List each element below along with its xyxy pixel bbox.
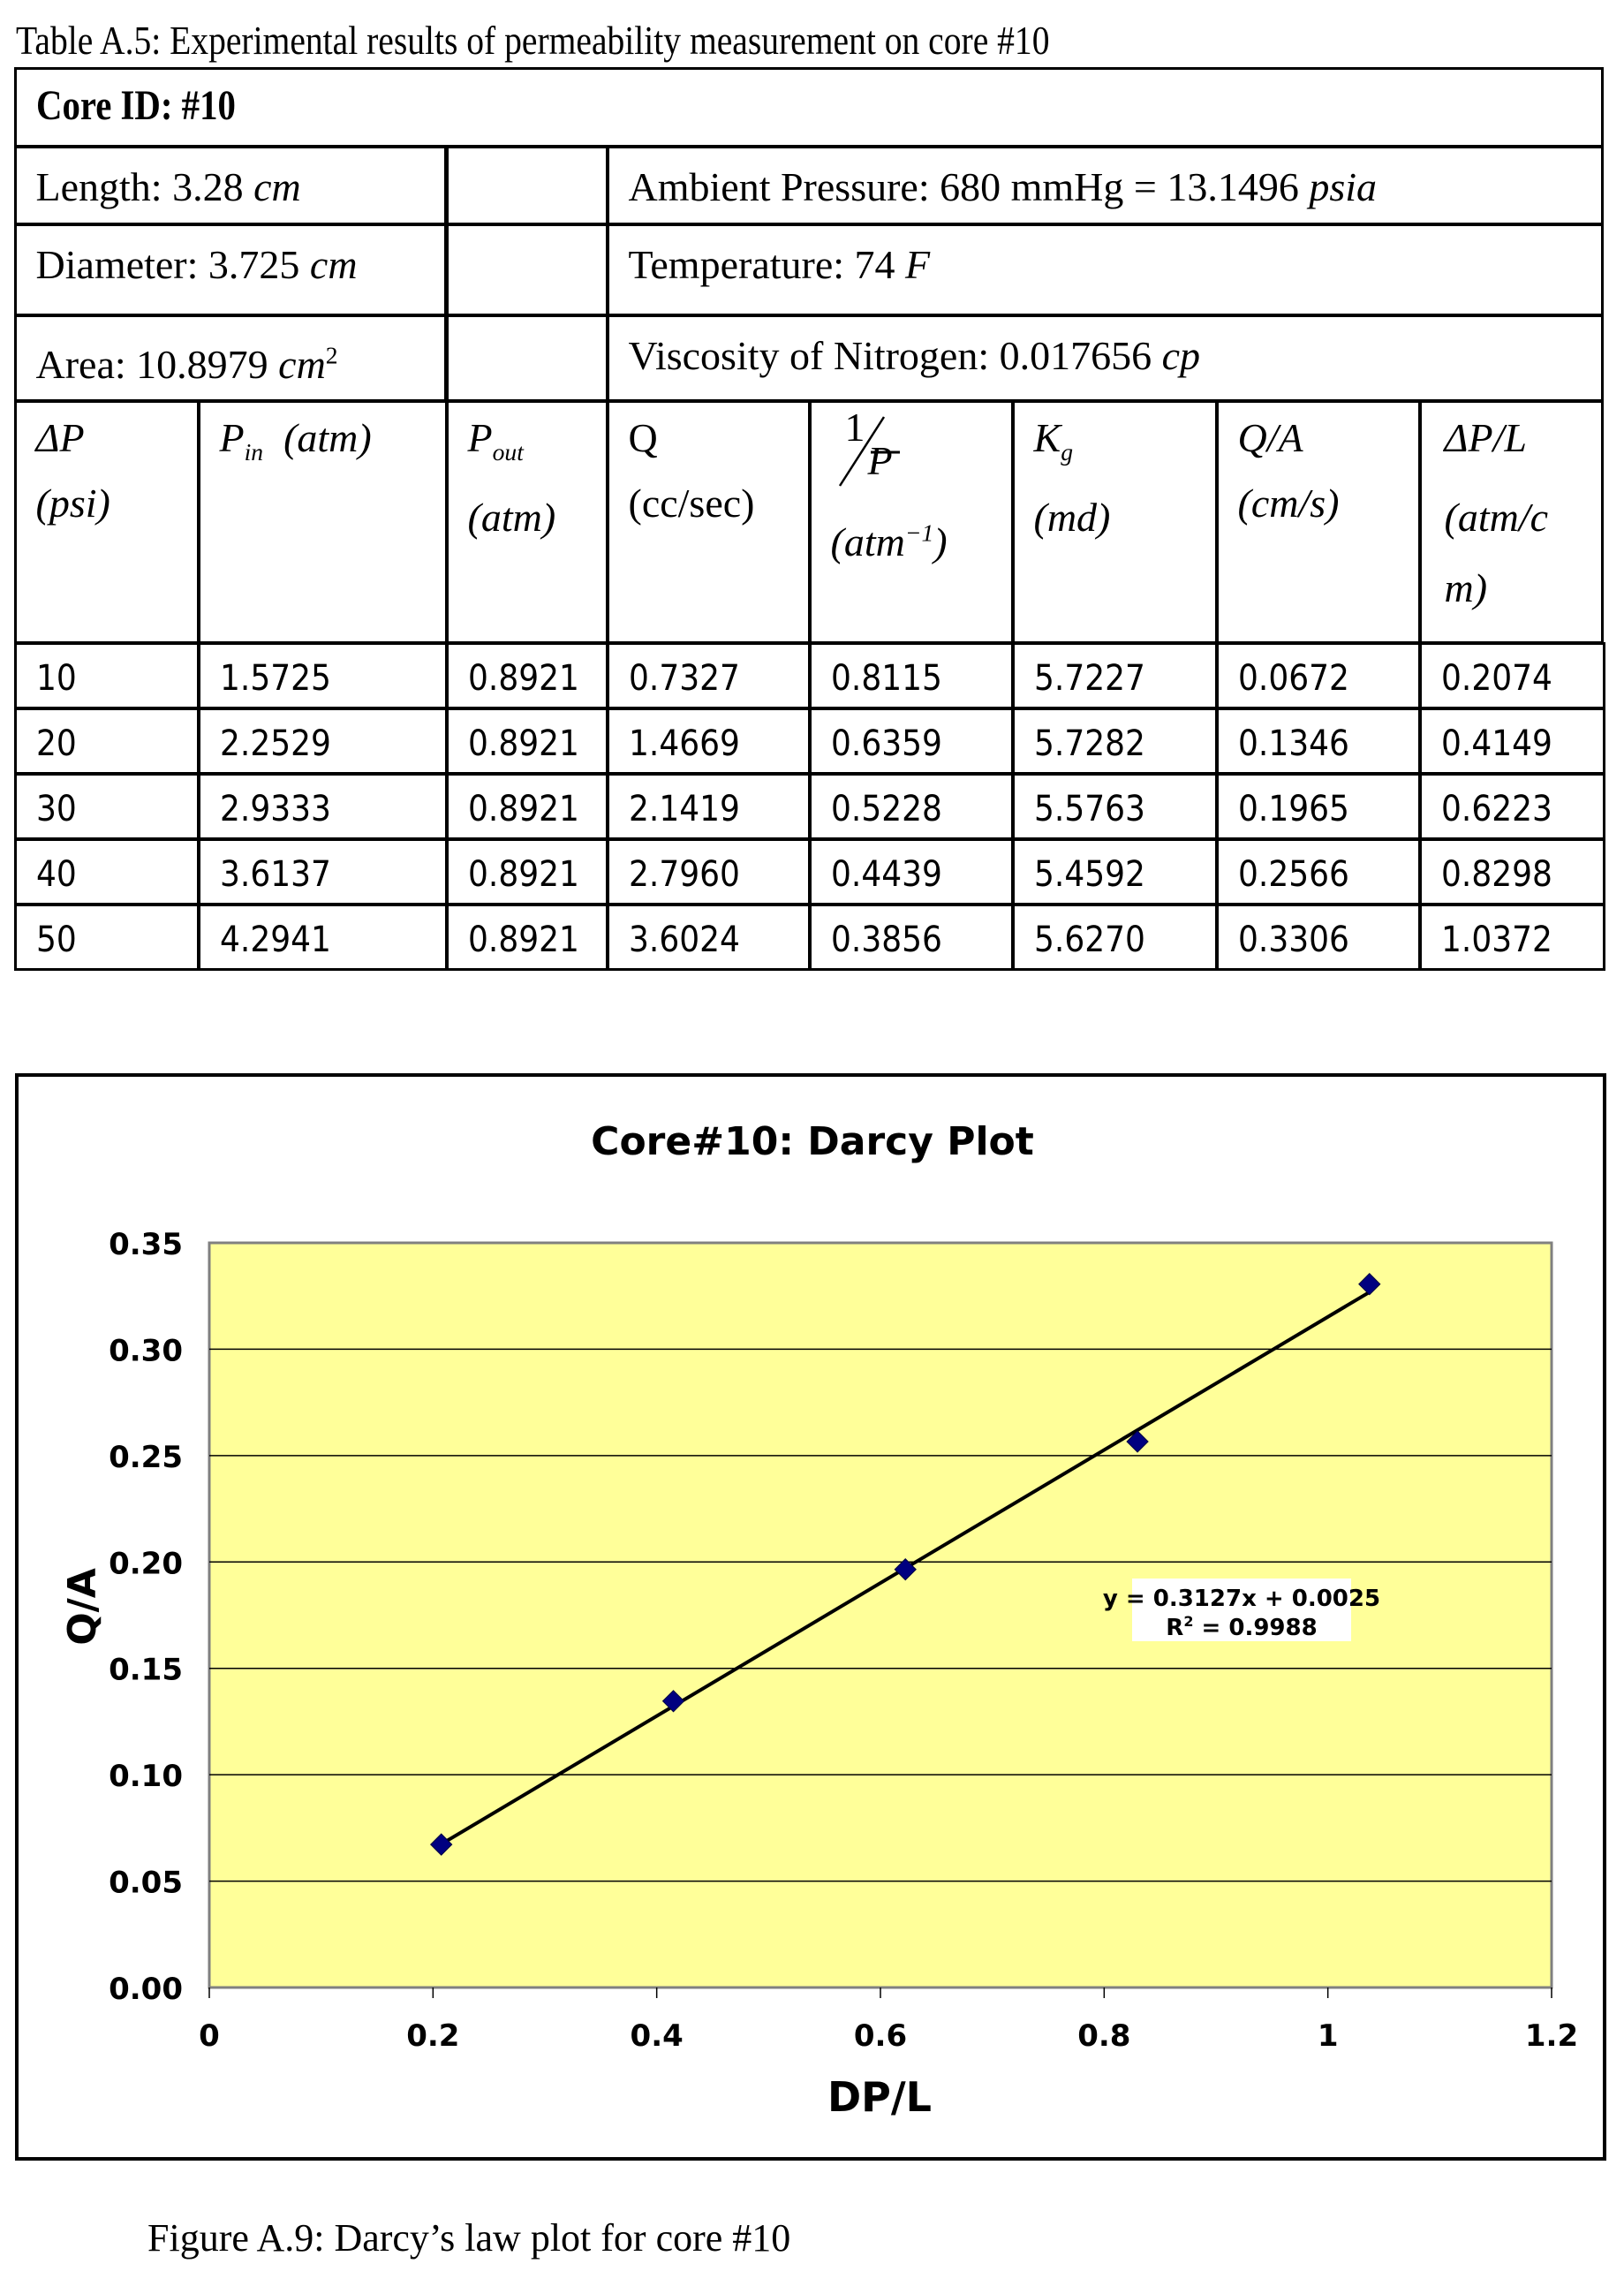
empty-cell	[446, 314, 608, 402]
cell-value: 1.5725	[219, 657, 331, 699]
column-header-q	[607, 400, 811, 644]
temperature-cell	[607, 223, 1604, 316]
cell-value: 0.8921	[467, 919, 579, 960]
cell-value: 0.0672	[1237, 657, 1349, 699]
column-header-q-over-a	[1216, 400, 1421, 644]
cell-value: 10	[35, 657, 77, 699]
table-cell	[1419, 904, 1605, 971]
x-tick-label: 1	[1317, 2018, 1339, 2054]
table-cell	[1012, 773, 1218, 840]
cell-value: 0.1965	[1237, 788, 1349, 829]
header-text: $K_g$	[1033, 414, 1073, 466]
empty-cell	[446, 146, 608, 225]
x-tick-label: 0.6	[853, 2018, 908, 2054]
area-label: Area: 10.8979 $cm^2$	[35, 341, 338, 387]
cell-value: 0.7327	[628, 657, 740, 699]
header-numerator: 1	[844, 404, 865, 450]
diameter-label: Diameter: 3.725 cm	[35, 241, 358, 287]
table-cell	[607, 642, 811, 709]
cell-value: 0.4149	[1440, 723, 1552, 764]
header-text: $P_{in}$ (atm)	[219, 414, 372, 466]
cell-value: 30	[35, 788, 77, 829]
cell-value: 40	[35, 853, 77, 895]
table-cell	[1216, 642, 1421, 709]
cell-value: 0.8298	[1440, 853, 1552, 895]
cell-value: 5.4592	[1033, 853, 1145, 895]
trendline-equation: y = 0.3127x + 0.0025	[1102, 1586, 1381, 1612]
cell-value: 2.7960	[628, 853, 740, 895]
darcy-chart	[15, 1073, 1606, 2161]
ambient-pressure-label: Ambient Pressure: 680 mmHg = 13.1496 psia	[628, 163, 1378, 209]
cell-value: 3.6024	[628, 919, 740, 960]
table-cell	[14, 642, 200, 709]
viscosity-cell	[607, 314, 1604, 402]
cell-value: 5.7282	[1033, 723, 1145, 764]
empty-cell	[446, 223, 608, 316]
table-cell	[1419, 708, 1605, 775]
cell-value: 5.6270	[1033, 919, 1145, 960]
table-cell	[1012, 708, 1218, 775]
table-cell	[198, 838, 448, 905]
cell-value: 3.6137	[219, 853, 331, 895]
table-cell	[198, 773, 448, 840]
table-cell	[1216, 773, 1421, 840]
table-cell	[446, 642, 608, 709]
column-header-delta-p	[14, 400, 200, 644]
table-cell	[1216, 904, 1421, 971]
cell-value: 0.8921	[467, 723, 579, 764]
cell-value: 20	[35, 723, 77, 764]
header-denominator: P	[867, 437, 893, 483]
header-text: Q	[628, 414, 658, 460]
y-tick-label: 0.15	[109, 1652, 183, 1688]
y-tick-label: 0.00	[109, 1972, 183, 2007]
table-cell	[1012, 838, 1218, 905]
x-tick-label: 0	[199, 2018, 220, 2054]
x-tick-label: 0.8	[1077, 2018, 1131, 2054]
table-cell	[14, 708, 200, 775]
x-axis-ticks	[199, 1987, 1578, 2054]
core-id: Core ID: #10	[35, 81, 236, 129]
header-unit: (psi)	[35, 480, 110, 526]
cell-value: 0.8115	[830, 657, 942, 699]
header-text: ΔP	[35, 414, 85, 460]
header-unit: (atm$^{-1}$)	[830, 519, 948, 564]
table-cell	[809, 904, 1014, 971]
cell-value: 50	[35, 919, 77, 960]
table-cell	[14, 773, 200, 840]
table-cell	[809, 708, 1014, 775]
temperature-label: Temperature: 74 F	[628, 241, 931, 287]
cell-value: 0.8921	[467, 657, 579, 699]
cell-value: 2.9333	[219, 788, 331, 829]
table-cell	[809, 838, 1014, 905]
cell-value: 0.6223	[1440, 788, 1552, 829]
table-cell	[1012, 904, 1218, 971]
column-header-dp-over-l	[1419, 400, 1604, 644]
table-cell	[446, 773, 608, 840]
header-unit-cont: m)	[1444, 564, 1488, 610]
table-cell	[1216, 708, 1421, 775]
cell-value: 5.5763	[1033, 788, 1145, 829]
cell-value: 0.2566	[1237, 853, 1349, 895]
cell-value: 4.2941	[219, 919, 331, 960]
header-unit: (atm/c	[1444, 494, 1549, 540]
table-cell	[607, 904, 811, 971]
chart-canvas	[19, 1077, 1603, 2157]
cell-value: 0.8921	[467, 788, 579, 829]
header-unit: (cm/s)	[1237, 480, 1340, 526]
diameter-cell	[14, 223, 447, 316]
header-unit: (atm)	[467, 494, 556, 540]
y-tick-label: 0.05	[109, 1865, 183, 1901]
column-header-kg	[1012, 400, 1218, 644]
table-cell	[1216, 838, 1421, 905]
column-header-p-in	[198, 400, 448, 644]
x-tick-label: 1.2	[1524, 2018, 1579, 2054]
table-cell	[198, 904, 448, 971]
r-squared-label: $R^2 = 0.9988$	[1166, 1613, 1318, 1641]
table-cell	[1012, 642, 1218, 709]
cell-value: 0.1346	[1237, 723, 1349, 764]
table-cell	[1419, 838, 1605, 905]
table-cell	[446, 904, 608, 971]
column-header-p-out	[446, 400, 608, 644]
table-cell	[809, 773, 1014, 840]
y-tick-label: 0.35	[109, 1227, 183, 1262]
x-tick-label: 0.2	[406, 2018, 460, 2054]
cell-value: 1.4669	[628, 723, 740, 764]
core-id-cell	[14, 67, 1604, 148]
cell-value: 1.0372	[1440, 919, 1552, 960]
table-cell	[446, 708, 608, 775]
y-tick-label: 0.10	[109, 1759, 183, 1795]
table-cell	[446, 838, 608, 905]
length-cell	[14, 146, 447, 225]
ambient-pressure-cell	[607, 146, 1604, 225]
figure-caption: Figure A.9: Darcy’s law plot for core #10	[147, 2216, 791, 2260]
x-tick-label: 0.4	[630, 2018, 684, 2054]
header-unit: (cc/sec)	[628, 480, 755, 526]
table-cell	[809, 642, 1014, 709]
table-cell	[1419, 642, 1605, 709]
cell-value: 0.8921	[467, 853, 579, 895]
y-tick-label: 0.20	[109, 1546, 183, 1582]
table-cell	[607, 773, 811, 840]
cell-value: 0.5228	[830, 788, 942, 829]
table-cell	[607, 708, 811, 775]
chart-title: Core#10: Darcy Plot	[591, 1119, 1034, 1164]
cell-value: 0.2074	[1440, 657, 1552, 699]
viscosity-label: Viscosity of Nitrogen: 0.017656 cp	[628, 332, 1201, 378]
header-text: Q/A	[1237, 414, 1303, 460]
x-axis-label: DP/L	[827, 2073, 933, 2121]
column-header-inverse-p	[809, 400, 1014, 644]
cell-value: 0.3306	[1237, 919, 1349, 960]
table-cell	[198, 708, 448, 775]
area-cell	[14, 314, 447, 402]
table-cell	[607, 838, 811, 905]
header-unit: (md)	[1033, 494, 1111, 540]
cell-value: 2.2529	[219, 723, 331, 764]
y-axis-label: Q/A	[60, 1568, 105, 1646]
table-cell	[198, 642, 448, 709]
header-text: $P_{out}$	[467, 414, 524, 466]
length-label: Length: 3.28 cm	[35, 163, 301, 209]
y-tick-label: 0.30	[109, 1333, 183, 1369]
cell-value: 2.1419	[628, 788, 740, 829]
header-text: ΔP/L	[1444, 414, 1527, 460]
table-cell	[14, 904, 200, 971]
y-axis-ticks	[109, 1227, 183, 2007]
cell-value: 0.6359	[830, 723, 942, 764]
table-cell	[14, 838, 200, 905]
cell-value: 0.3856	[830, 919, 942, 960]
table-caption: Table A.5: Experimental results of permeability measurement on core #10	[16, 18, 1050, 63]
y-tick-label: 0.25	[109, 1439, 183, 1475]
table-cell	[1419, 773, 1605, 840]
cell-value: 0.4439	[830, 853, 942, 895]
cell-value: 5.7227	[1033, 657, 1145, 699]
